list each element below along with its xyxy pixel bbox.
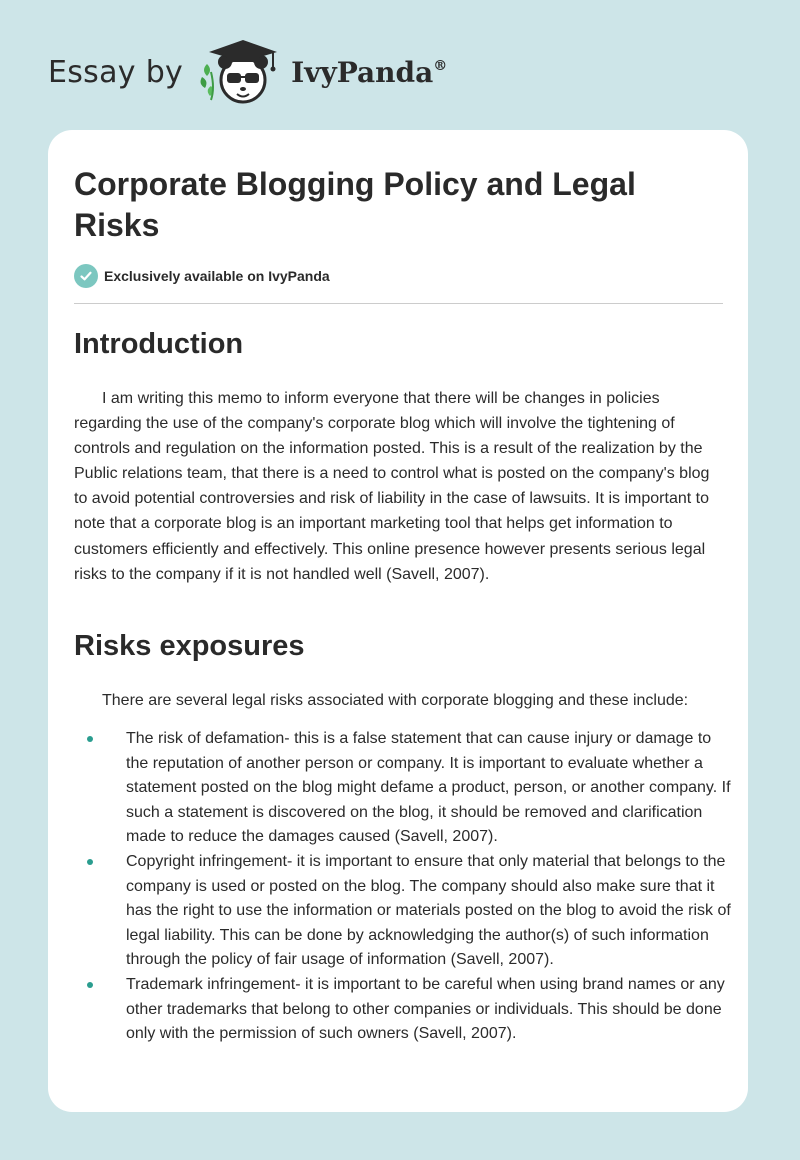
- section-heading-introduction: Introduction: [74, 328, 244, 360]
- list-item-text: Copyright infringement- it is important to ensure that only material that belongs to the company is used or posted on the blog. The company should also make sure that it has the right to use the information or materials posted on the blog to avoid the risk of legal liability. This can be done by acknowledging the author(s) of such information through the policy of fair usage of information (Savell, 2007).: [126, 852, 731, 969]
- list-item: [74, 973, 734, 1047]
- bullet-icon: [87, 859, 93, 865]
- essay-by-label: Essay by: [48, 54, 184, 90]
- list-item-text: Trademark infringement- it is important to be careful when using brand names or any other trademarks that belong to other companies or individuals. This should be done only with the permission of such owners (Savell, 2007).: [126, 975, 725, 1043]
- trademark-symbol: ®: [433, 57, 448, 74]
- bullet-icon: [87, 736, 93, 742]
- list-item: [74, 727, 734, 850]
- panda-graduate-logo-icon[interactable]: [197, 36, 287, 108]
- site-header: [48, 36, 447, 108]
- bullet-icon: [87, 982, 93, 988]
- brand-text: IvyPanda: [291, 55, 434, 89]
- risks-intro-paragraph: There are several legal risks associated with corporate blogging and these include:: [102, 692, 689, 709]
- list-item: [74, 850, 734, 973]
- essay-card: [48, 130, 748, 1112]
- exclusive-badge-text: Exclusively available on IvyPanda: [104, 268, 330, 284]
- brand-name[interactable]: [291, 56, 447, 89]
- title-divider: [74, 303, 723, 304]
- exclusive-badge: [74, 264, 330, 288]
- check-circle-icon: [74, 264, 98, 288]
- list-item-text: The risk of defamation- this is a false statement that can cause injury or damage to the reputation of another person or company. It is important to evaluate whether a statement posted on the blog might defame a product, person, or another company. If such a statement is discovered on the blog, it should be removed and clarification made to reduce the damages caused (Savell, 2007).: [126, 730, 731, 846]
- page-title: Corporate Blogging Policy and Legal Risks: [74, 166, 636, 243]
- risks-list: [74, 727, 734, 1047]
- section-heading-risks: Risks exposures: [74, 630, 305, 662]
- introduction-paragraph: I am writing this memo to inform everyone that there will be changes in policies regarding the use of the company's corporate blog which will involve the tightening of controls and regulation on the information posted. This is a result of the realization by the Public relations team, that there is a need to control what is posted on the company's blog to avoid potential controversies and risk of liability in the case of lawsuits. It is important to note that a corporate blog is an important marketing tool that helps get information to customers efficiently and effectively. This online presence however presents serious legal risks to the company if it is not handled well (Savell, 2007).: [74, 390, 710, 583]
